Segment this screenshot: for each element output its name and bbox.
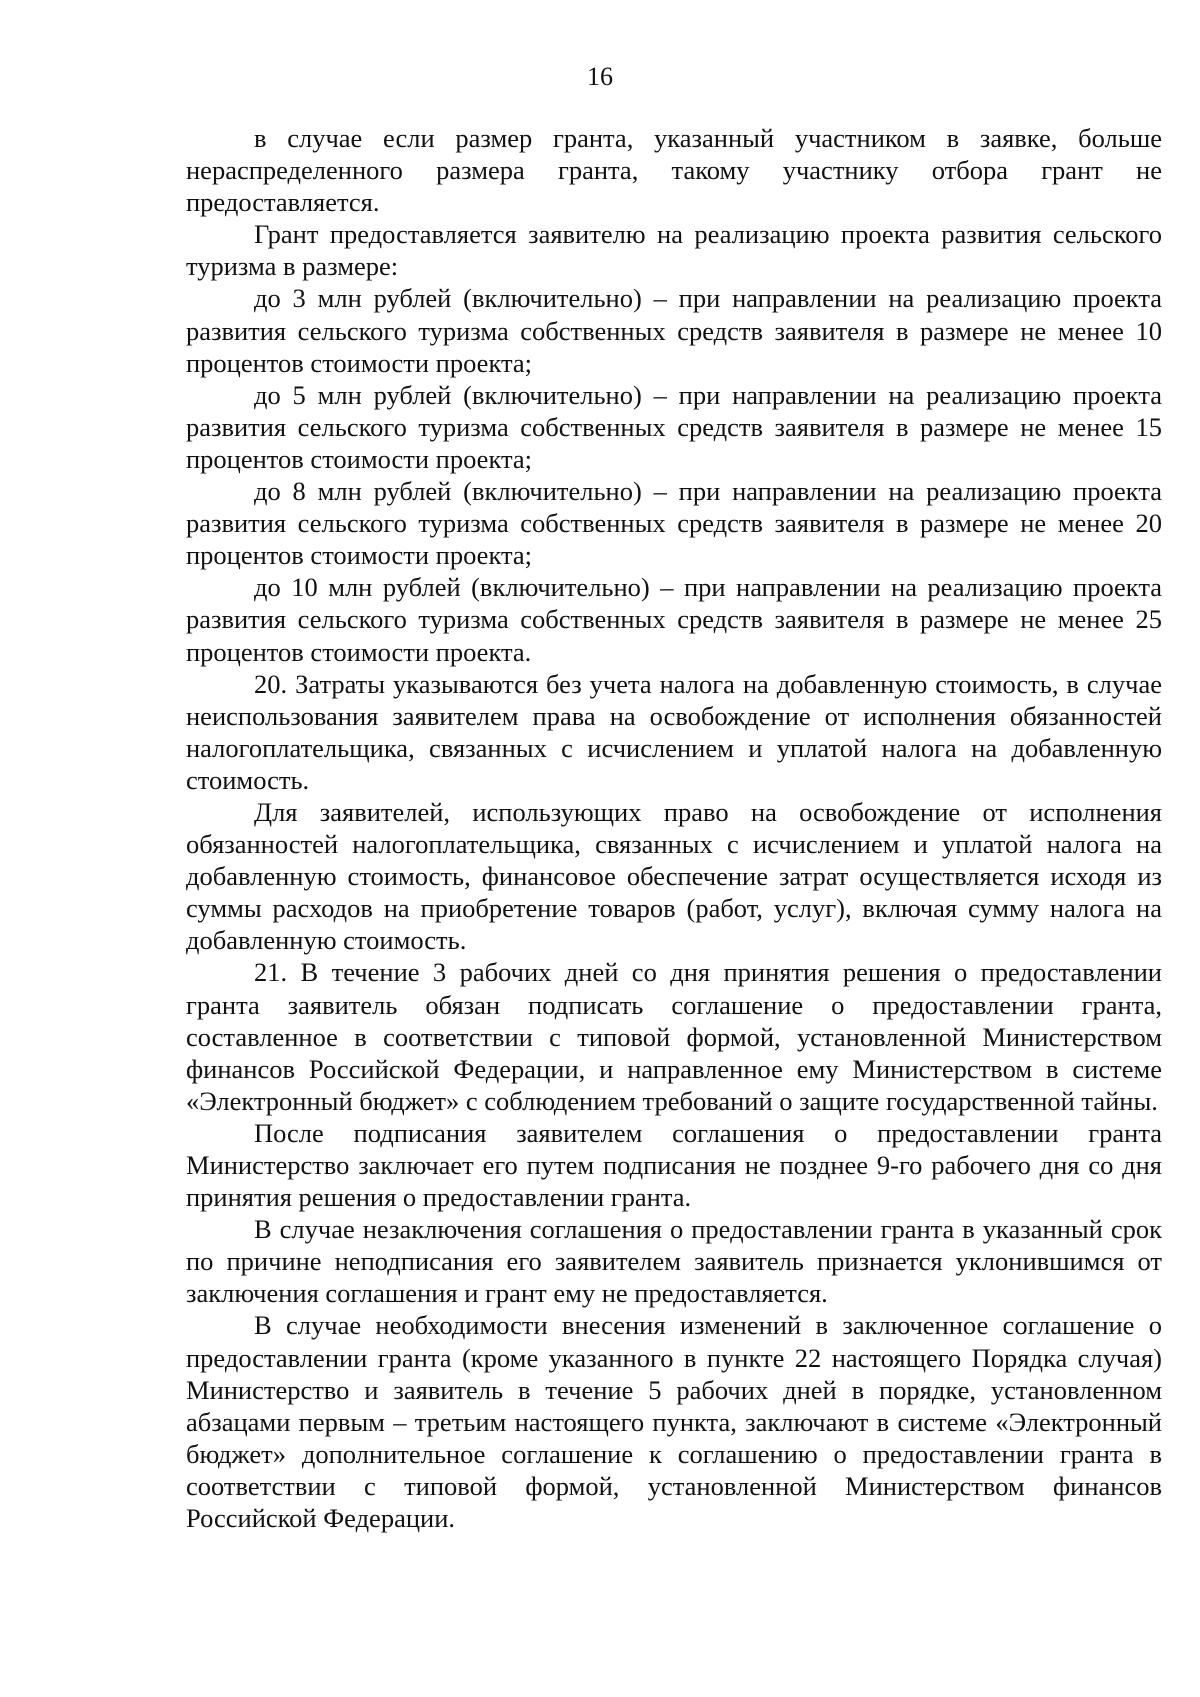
paragraph-ministry-signing: После подписания заявителем соглашения о предоставлении гранта Министерство заключает его путем подписания не позднее 9-го рабочего дня со дня принятия решения о предоставлении гранта. [186, 1117, 1162, 1213]
paragraph-grant-amount-intro: Грант предоставляется заявителю на реализацию проекта развития сельского туризма в размере: [186, 219, 1162, 282]
paragraph-grant-not-provided: в случае если размер гранта, указанный участником в заявке, больше нераспределенного размера гранта, такому участнику отбора грант не предоставляется. [186, 123, 1162, 218]
page-number: 16 [587, 62, 613, 91]
paragraph-non-conclusion: В случае незаключения соглашения о предоставлении гранта в указанный срок по причине неподписания его заявителем заявитель признается уклонившимся от заключения соглашения и грант ему не предоставляется. [186, 1214, 1162, 1309]
paragraph-clause-21: 21. В течение 3 рабочих дней со дня принятия решения о предоставлении гранта заявитель обязан подписать соглашение о предоставлении гранта, составленное в соответствии с типовой формой, установленной Министерством финансов Российской Федерации, и направленное ему Министерством в системе «Электронный бюджет» с соблюдением требований о защите государственной тайны. [186, 957, 1162, 1116]
paragraph-grant-tier-10m: до 10 млн рублей (включительно) – при направлении на реализацию проекта развития сельского туризма собственных средств заявителя в размере не менее 25 процентов стоимости проекта. [186, 572, 1162, 667]
paragraph-grant-tier-8m: до 8 млн рублей (включительно) – при направлении на реализацию проекта развития сельского туризма собственных средств заявителя в размере не менее 20 процентов стоимости проекта; [186, 476, 1162, 571]
paragraph-grant-tier-5m: до 5 млн рублей (включительно) – при направлении на реализацию проекта развития сельского туризма собственных средств заявителя в размере не менее 15 процентов стоимости проекта; [186, 379, 1162, 474]
paragraph-clause-20: 20. Затраты указываются без учета налога на добавленную стоимость, в случае неиспользования заявителем права на освобождение от исполнения обязанностей налогоплательщика, связанных с исчислением и уплатой налога на добавленную стоимость. [186, 668, 1162, 795]
paragraph-amendments: В случае необходимости внесения изменений в заключенное соглашение о предоставлении гранта (кроме указанного в пункте 22 настоящего Порядка случая) Министерство и заявитель в течение 5 рабочих дней в порядке, установленном абзацами первым – третьим настоящего пункта, заключают в системе «Электронный бюджет» дополнительное соглашение к соглашению о предоставлении гранта в соответствии с типовой формой, установленной Министерством финансов Российской Федерации. [186, 1310, 1162, 1534]
paragraph-vat-exempt-applicants: Для заявителей, использующих право на освобождение от исполнения обязанностей налогоплательщика, связанных с исчислением и уплатой налога на добавленную стоимость, финансовое обеспечение затрат осуществляется исходя из суммы расходов на приобретение товаров (работ, услуг), включая сумму налога на добавленную стоимость. [186, 796, 1162, 956]
paragraph-grant-tier-3m: до 3 млн рублей (включительно) – при направлении на реализацию проекта развития сельского туризма собственных средств заявителя в размере не менее 10 процентов стоимости проекта; [186, 283, 1162, 378]
document-body [186, 122, 1162, 1534]
